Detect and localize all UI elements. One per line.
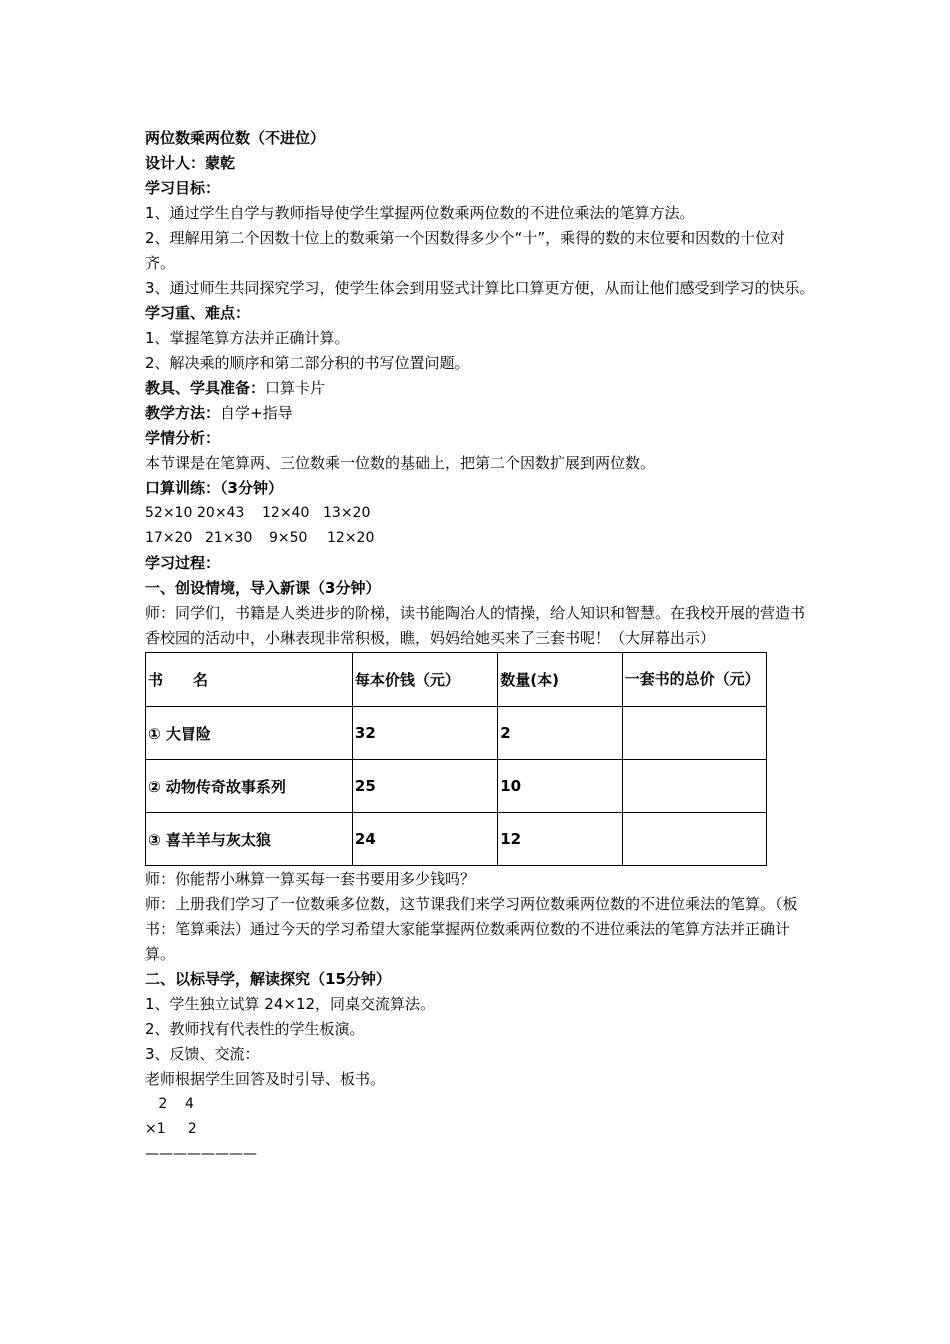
section2-item: 3、反馈、交流：: [145, 1045, 260, 1063]
book-name-cell: ③ 喜羊羊与灰太狼: [146, 813, 353, 866]
table-header-row: [146, 653, 767, 707]
header-set-total: 一套书的总价（元）: [622, 653, 766, 707]
price-cell: 25: [352, 760, 497, 813]
calc-multiplicand: 2 4: [145, 1096, 194, 1112]
header-quantity: 数量(本): [498, 653, 622, 707]
key-points-heading: 学习重、难点：: [145, 304, 251, 322]
oral-problem: 13×20: [323, 505, 371, 521]
objective-item: 3、通过师生共同探究学习，使学生体会到用竖式计算比口算更方便，从而让他们感受到学习的快乐。: [145, 279, 815, 297]
header-unit-price: 每本价钱（元）: [352, 653, 497, 707]
tools-label: 教具、学具准备：: [145, 379, 266, 397]
document-title: 两位数乘两位数（不进位）: [145, 129, 326, 147]
key-point-item: 1、掌握笔算方法并正确计算。: [145, 329, 350, 347]
designer-line: 设计人：蒙乾: [145, 154, 236, 172]
oral-problem: 9×50: [269, 530, 308, 546]
analysis-text: 本节课是在笔算两、三位数乘一位数的基础上，把第二个因数扩展到两位数。: [145, 454, 656, 472]
section1-heading: 一、创设情境，导入新课（3分钟）: [145, 579, 381, 597]
oral-problem: 20×43: [197, 505, 245, 521]
objective-item: 1、通过学生自学与教师指导使学生掌握两位数乘两位数的不进位乘法的笔算方法。: [145, 204, 695, 222]
oral-heading: 口算训练：（3分钟）: [145, 479, 283, 497]
key-point-item: 2、解决乘的顺序和第二部分积的书写位置问题。: [145, 354, 470, 372]
method-line: [145, 401, 815, 426]
section2-item: 2、教师找有代表性的学生板演。: [145, 1020, 365, 1038]
total-cell: [622, 813, 766, 866]
oral-problem: 52×10: [145, 505, 193, 521]
method-label: 教学方法：: [145, 404, 221, 422]
question-text: 师：你能帮小琳算一算买每一套书要用多少钱吗？: [145, 870, 476, 888]
oral-problem: 17×20: [145, 530, 193, 546]
price-cell: 24: [352, 813, 497, 866]
document-page: [145, 126, 815, 1167]
oral-problem: 12×20: [327, 530, 375, 546]
analysis-heading: 学情分析：: [145, 429, 221, 447]
oral-problem: 21×30: [205, 530, 253, 546]
quantity-cell: 12: [498, 813, 622, 866]
book-name-cell: ② 动物传奇故事系列: [146, 760, 353, 813]
intro-text: 师：上册我们学习了一位数乘多位数，这节课我们来学习两位数乘两位数的不进位乘法的笔算。（板书：笔算乘法）通过今天的学习希望大家能掌握两位数乘两位数的不进位乘法的笔算方法并正确计算。: [145, 895, 798, 963]
total-cell: [622, 760, 766, 813]
objective-item: 2、理解用第二个因数十位上的数乘第一个因数得多少个“十”，乘得的数的末位要和因数的十位对齐。: [145, 229, 786, 272]
objectives-heading: 学习目标：: [145, 179, 221, 197]
table-row: [146, 760, 767, 813]
quantity-cell: 10: [498, 760, 622, 813]
section2-item: 老师根据学生回答及时引导、板书。: [145, 1070, 386, 1088]
oral-problem: 12×40: [262, 505, 310, 521]
method-value: 自学+指导: [220, 404, 293, 422]
table-row: [146, 813, 767, 866]
total-cell: [622, 707, 766, 760]
books-table: [145, 652, 767, 866]
oral-row: [145, 526, 815, 551]
table-row: [146, 707, 767, 760]
calc-multiplier: ×1 2: [145, 1121, 197, 1137]
book-name-cell: ① 大冒险: [146, 707, 353, 760]
section2-heading: 二、以标导学，解读探究（15分钟）: [145, 970, 391, 988]
section1-text: 师：同学们，书籍是人类进步的阶梯，读书能陶冶人的情操，给人知识和智慧。在我校开展的营造书香校园的活动中，小琳表现非常积极，瞧，妈妈给她买来了三套书呢！（大屏幕出示）: [145, 604, 806, 647]
quantity-cell: 2: [498, 707, 622, 760]
header-book-name: 书 名: [146, 653, 353, 707]
section2-item: 1、学生独立试算 24×12，同桌交流算法。: [145, 995, 436, 1013]
tools-value: 口算卡片: [265, 379, 326, 397]
process-heading: 学习过程：: [145, 554, 221, 572]
price-cell: 32: [352, 707, 497, 760]
calc-rule: ————————: [145, 1146, 257, 1162]
oral-row: [145, 501, 815, 526]
tools-line: [145, 376, 815, 401]
